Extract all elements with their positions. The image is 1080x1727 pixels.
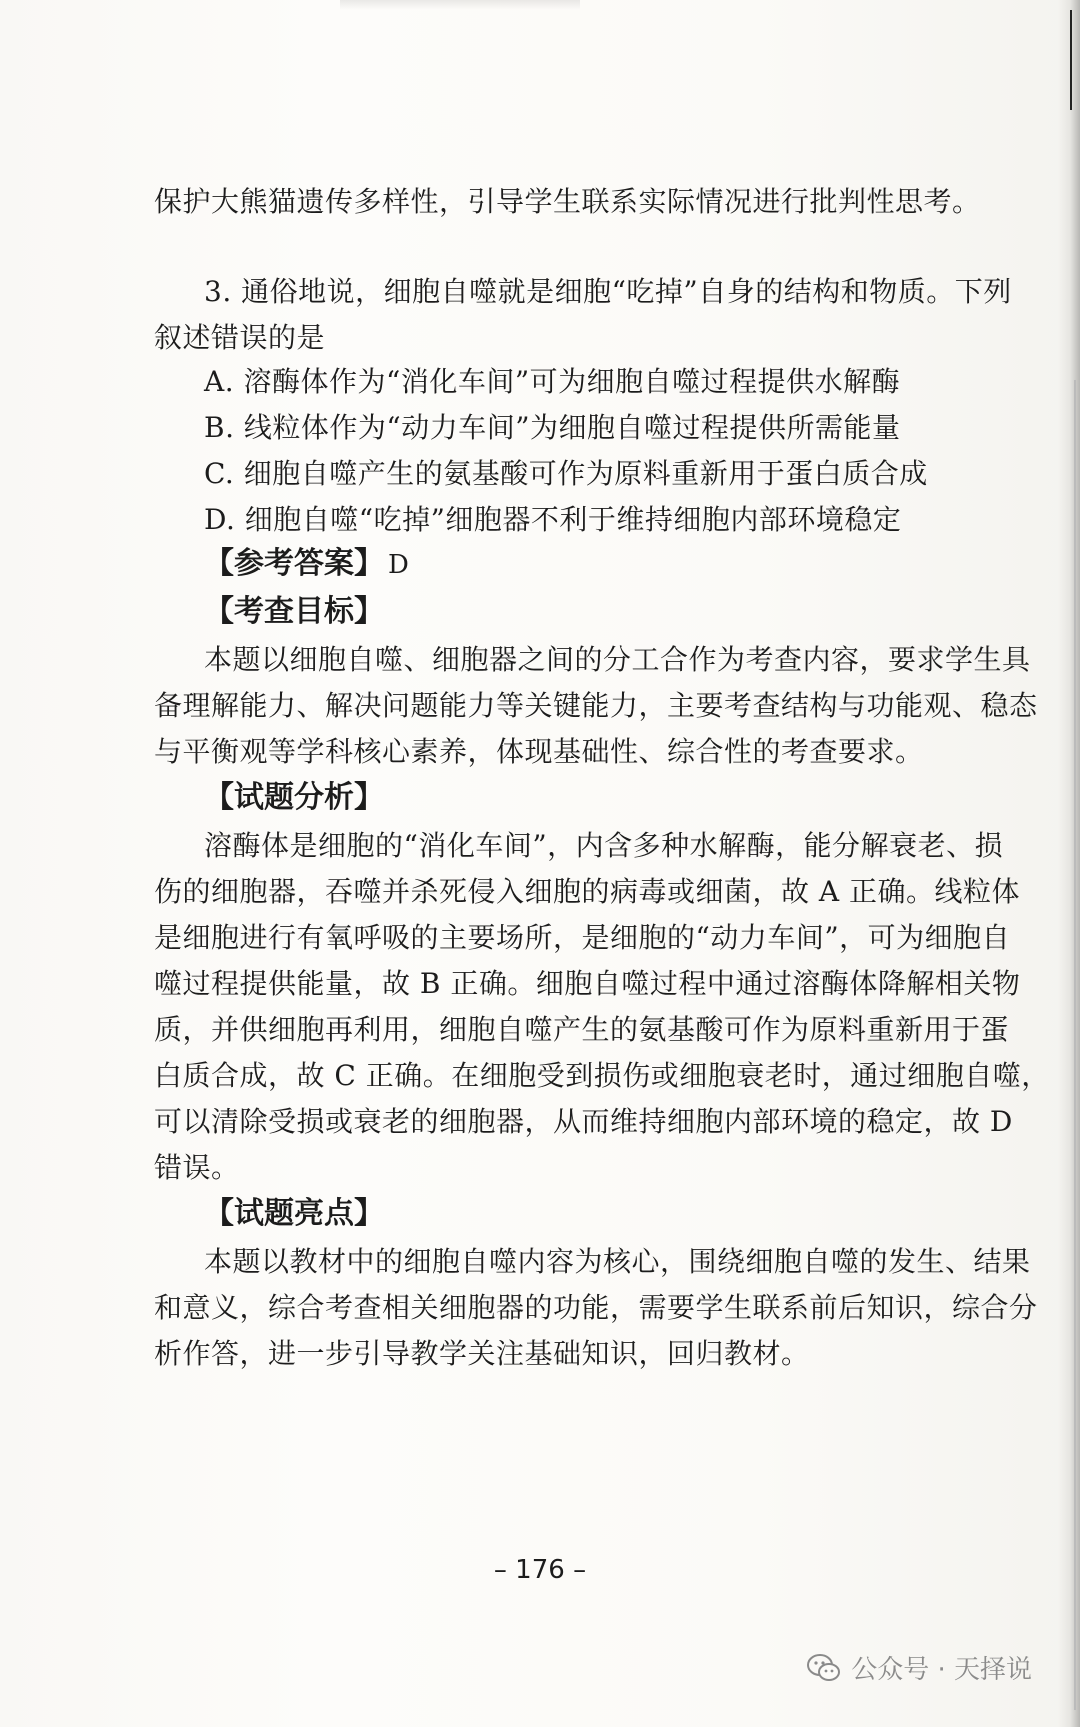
question-stem: 3. 通俗地说，细胞自噬就是细胞“吃掉”自身的结构和物质。下列	[204, 275, 1012, 308]
option-a: A. 溶酶体作为“消化车间”可为细胞自噬过程提供水解酶	[204, 365, 901, 398]
scan-smudge	[340, 0, 580, 10]
objective-line: 备理解能力、解决问题能力等关键能力，主要考查结构与功能观、稳态	[154, 689, 1038, 722]
objective-line: 与平衡观等学科核心素养，体现基础性、综合性的考查要求。	[154, 735, 924, 768]
page-edge-shadow	[1058, 0, 1080, 1727]
question-stem-cont: 叙述错误的是	[154, 321, 326, 354]
wechat-watermark	[807, 1649, 1032, 1686]
answer-label: 【参考答案】	[204, 546, 384, 581]
analysis-line: 伤的细胞器，吞噬并杀死侵入细胞的病毒或细菌，故 A 正确。线粒体	[154, 875, 1021, 908]
page-edge-line-lower	[1074, 380, 1076, 1710]
page-number: – 176 –	[493, 1555, 587, 1585]
highlight-line: 和意义，综合考查相关细胞器的功能，需要学生联系前后知识，综合分	[154, 1291, 1038, 1324]
answer-value: D	[388, 550, 409, 580]
analysis-line: 质，并供细胞再利用，细胞自噬产生的氨基酸可作为原料重新用于蛋	[154, 1013, 1010, 1046]
page-edge-line	[1070, 10, 1072, 110]
analysis-line: 错误。	[154, 1151, 240, 1184]
answer-heading	[204, 542, 409, 587]
continuation-text: 保护大熊猫遗传多样性，引导学生联系实际情况进行批判性思考。	[154, 185, 981, 218]
analysis-line: 溶酶体是细胞的“消化车间”，内含多种水解酶，能分解衰老、损	[204, 829, 1004, 862]
option-b: B. 线粒体作为“动力车间”为细胞自噬过程提供所需能量	[204, 411, 901, 444]
analysis-line: 白质合成，故 C 正确。在细胞受到损伤或细胞衰老时，通过细胞自噬，	[154, 1059, 1050, 1092]
wechat-icon	[807, 1653, 841, 1683]
objective-heading: 【考查目标】	[204, 594, 384, 629]
objective-line: 本题以细胞自噬、细胞器之间的分工合作为考查内容，要求学生具	[204, 643, 1031, 676]
watermark-text: 公众号 · 天择说	[851, 1655, 1032, 1685]
analysis-line: 可以清除受损或衰老的细胞器，从而维持细胞内部环境的稳定，故 D	[154, 1105, 1013, 1138]
analysis-line: 是细胞进行有氧呼吸的主要场所，是细胞的“动力车间”，可为细胞自	[154, 921, 1011, 954]
highlight-line: 本题以教材中的细胞自噬内容为核心，围绕细胞自噬的发生、结果	[204, 1245, 1031, 1278]
option-c: C. 细胞自噬产生的氨基酸可作为原料重新用于蛋白质合成	[204, 457, 928, 490]
highlight-line: 析作答，进一步引导教学关注基础知识，回归教材。	[154, 1337, 810, 1370]
option-d: D. 细胞自噬“吃掉”细胞器不利于维持细胞内部环境稳定	[204, 503, 902, 536]
analysis-heading: 【试题分析】	[204, 780, 384, 815]
highlight-heading: 【试题亮点】	[204, 1196, 384, 1231]
analysis-line: 噬过程提供能量，故 B 正确。细胞自噬过程中通过溶酶体降解相关物	[154, 967, 1021, 1000]
